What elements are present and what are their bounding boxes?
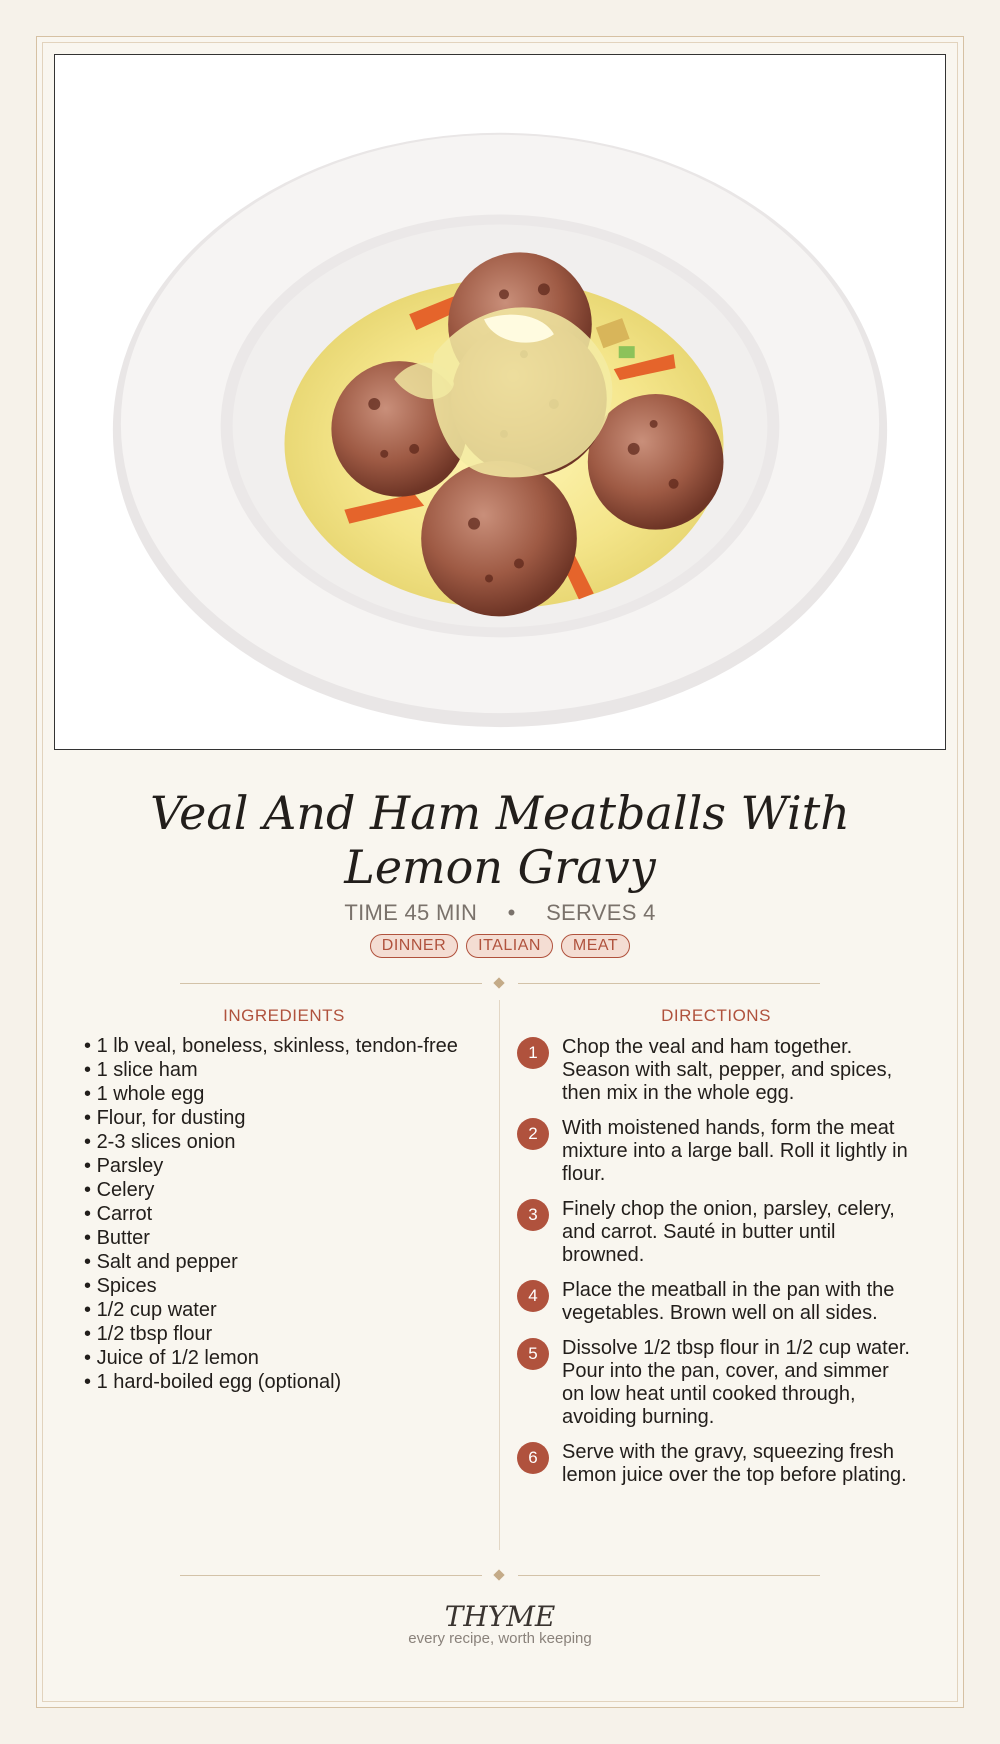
ingredient-item: • 1/2 tbsp flour: [84, 1322, 494, 1346]
diamond-ornament-icon: [493, 1569, 504, 1580]
brand-logo: THYME: [444, 1600, 556, 1633]
step-text: Dissolve 1/2 tbsp flour in 1/2 cup water. Pour into the pan, cover, and simmer on low heat until cooked through, avoiding burning.: [562, 1337, 910, 1428]
ingredient-item: • 1/2 cup water: [84, 1298, 494, 1322]
recipe-title: Veal And Ham Meatballs With Lemon Gravy: [150, 786, 850, 894]
step-text: With moistened hands, form the meat mixture into a large ball. Roll it lightly in flour.: [562, 1117, 908, 1185]
direction-step: [516, 1198, 916, 1267]
direction-step: [516, 1441, 916, 1487]
ingredients-heading: INGREDIENTS: [223, 1006, 345, 1025]
brand-tagline: every recipe, worth keeping: [408, 1630, 592, 1647]
step-text: Chop the veal and ham together. Season with salt, pepper, and spices, then mix in the whole egg.: [562, 1036, 893, 1104]
divider-bottom: [180, 1570, 820, 1582]
divider-top: [180, 978, 820, 990]
ingredient-item: • Flour, for dusting: [84, 1106, 494, 1130]
dish-photo: [54, 54, 946, 750]
ingredients-list: [84, 1034, 494, 1394]
step-number-badge: 3: [517, 1199, 549, 1231]
step-text: Place the meatball in the pan with the vegetables. Brown well on all sides.: [562, 1279, 895, 1324]
tag-dinner[interactable]: DINNER: [370, 934, 458, 958]
step-number-badge: 4: [517, 1280, 549, 1312]
tag-list: [0, 934, 1000, 958]
tag-meat[interactable]: MEAT: [561, 934, 630, 958]
ingredient-item: • Butter: [84, 1226, 494, 1250]
directions-list: [516, 1036, 916, 1487]
column-divider: [499, 1000, 500, 1550]
step-number-badge: 5: [517, 1338, 549, 1370]
direction-step: [516, 1337, 916, 1429]
meta-separator: •: [507, 900, 516, 925]
step-number-badge: 6: [517, 1442, 549, 1474]
ingredient-item: • 1 hard-boiled egg (optional): [84, 1370, 494, 1394]
ingredient-item: • Juice of 1/2 lemon: [84, 1346, 494, 1370]
ingredient-item: • Celery: [84, 1178, 494, 1202]
direction-step: [516, 1036, 916, 1105]
recipe-meta: [0, 900, 1000, 926]
step-text: Serve with the gravy, squeezing fresh lemon juice over the top before plating.: [562, 1441, 907, 1486]
ingredient-item: • 1 lb veal, boneless, skinless, tendon-free: [84, 1034, 494, 1058]
step-number-badge: 2: [517, 1118, 549, 1150]
step-text: Finely chop the onion, parsley, celery, and carrot. Sauté in butter until browned.: [562, 1198, 895, 1266]
ingredient-item: • Parsley: [84, 1154, 494, 1178]
serves-label: SERVES 4: [546, 900, 656, 925]
ingredient-item: • Spices: [84, 1274, 494, 1298]
ingredient-item: • 1 slice ham: [84, 1058, 494, 1082]
time-label: TIME 45 MIN: [344, 900, 478, 925]
diamond-ornament-icon: [493, 977, 504, 988]
step-number-badge: 1: [517, 1037, 549, 1069]
ingredient-item: • 1 whole egg: [84, 1082, 494, 1106]
direction-step: [516, 1279, 916, 1325]
tag-italian[interactable]: ITALIAN: [466, 934, 553, 958]
directions-heading: DIRECTIONS: [661, 1006, 771, 1025]
ingredient-item: • Salt and pepper: [84, 1250, 494, 1274]
ingredient-item: • Carrot: [84, 1202, 494, 1226]
direction-step: [516, 1117, 916, 1186]
ingredient-item: • 2-3 slices onion: [84, 1130, 494, 1154]
